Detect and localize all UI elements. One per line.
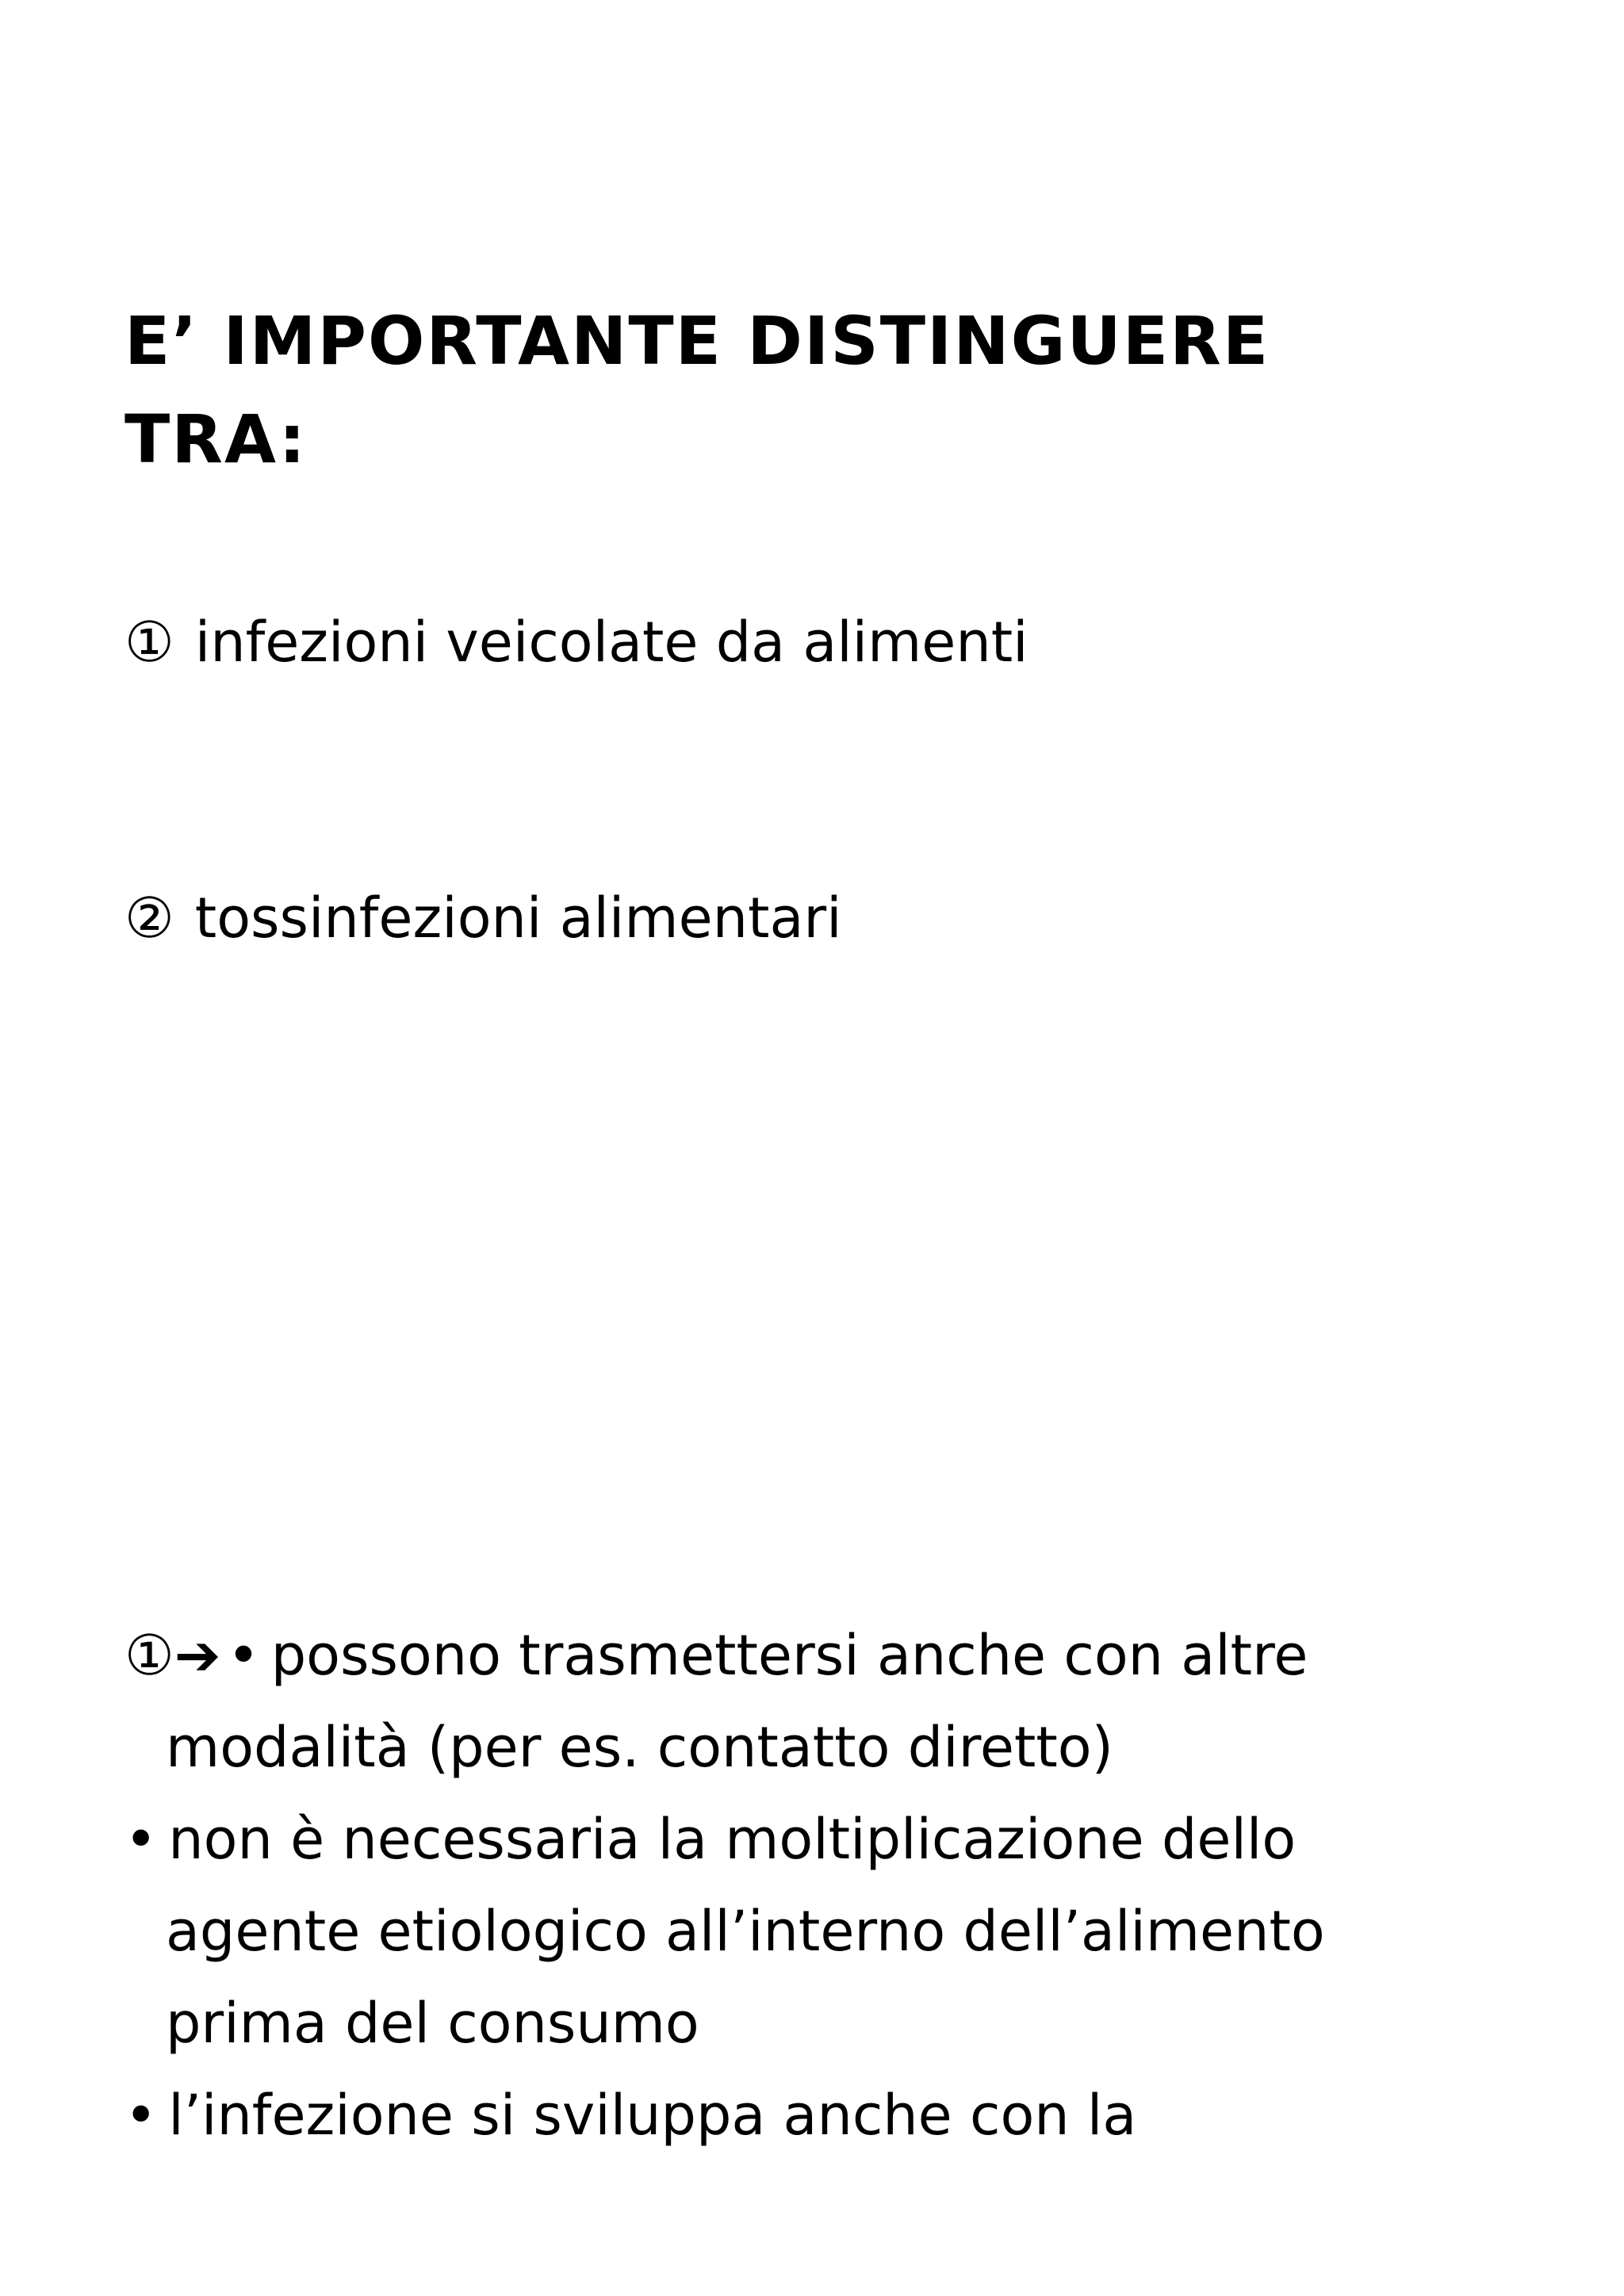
circled-number-1: ①	[124, 610, 174, 675]
detail-point-1	[124, 1609, 1552, 1701]
heading-line-1: E’ IMPORTANTE DISTINGUERE	[124, 302, 1270, 380]
item-2-text: tossinfezioni alimentari	[194, 886, 842, 951]
detail-point-3-line-1: l’infezione si sviluppa anche con la	[168, 2083, 1137, 2148]
right-arrow-icon: ➔	[174, 1623, 221, 1688]
detail-point-2-line-2: agente etiologico all’interno dell’alimento	[166, 1899, 1325, 1964]
detail-point-2-line-1: non è necessaria la moltiplicazione dello	[168, 1807, 1297, 1872]
numbered-item-1	[124, 607, 1028, 678]
numbered-item-2	[124, 882, 842, 954]
circled-number-1-ref: ①	[124, 1623, 174, 1688]
circled-number-2: ②	[124, 886, 174, 951]
bullet-icon: •	[227, 1623, 260, 1688]
detail-point-2	[124, 1793, 1552, 1885]
heading-line-2: TRA:	[124, 400, 308, 478]
detail-point-3	[124, 2069, 1552, 2161]
detail-point-1-line-1: possono trasmettersi anche con altre	[270, 1623, 1308, 1688]
bullet-icon: •	[124, 1807, 158, 1872]
page-heading	[124, 292, 1552, 488]
detail-section	[124, 1609, 1552, 2161]
detail-point-1-line-2: modalità (per es. contatto diretto)	[166, 1715, 1113, 1780]
bullet-icon: •	[124, 2083, 158, 2148]
detail-point-2-line-3: prima del consumo	[166, 1991, 699, 2056]
item-1-text: infezioni veicolate da alimenti	[194, 610, 1028, 675]
